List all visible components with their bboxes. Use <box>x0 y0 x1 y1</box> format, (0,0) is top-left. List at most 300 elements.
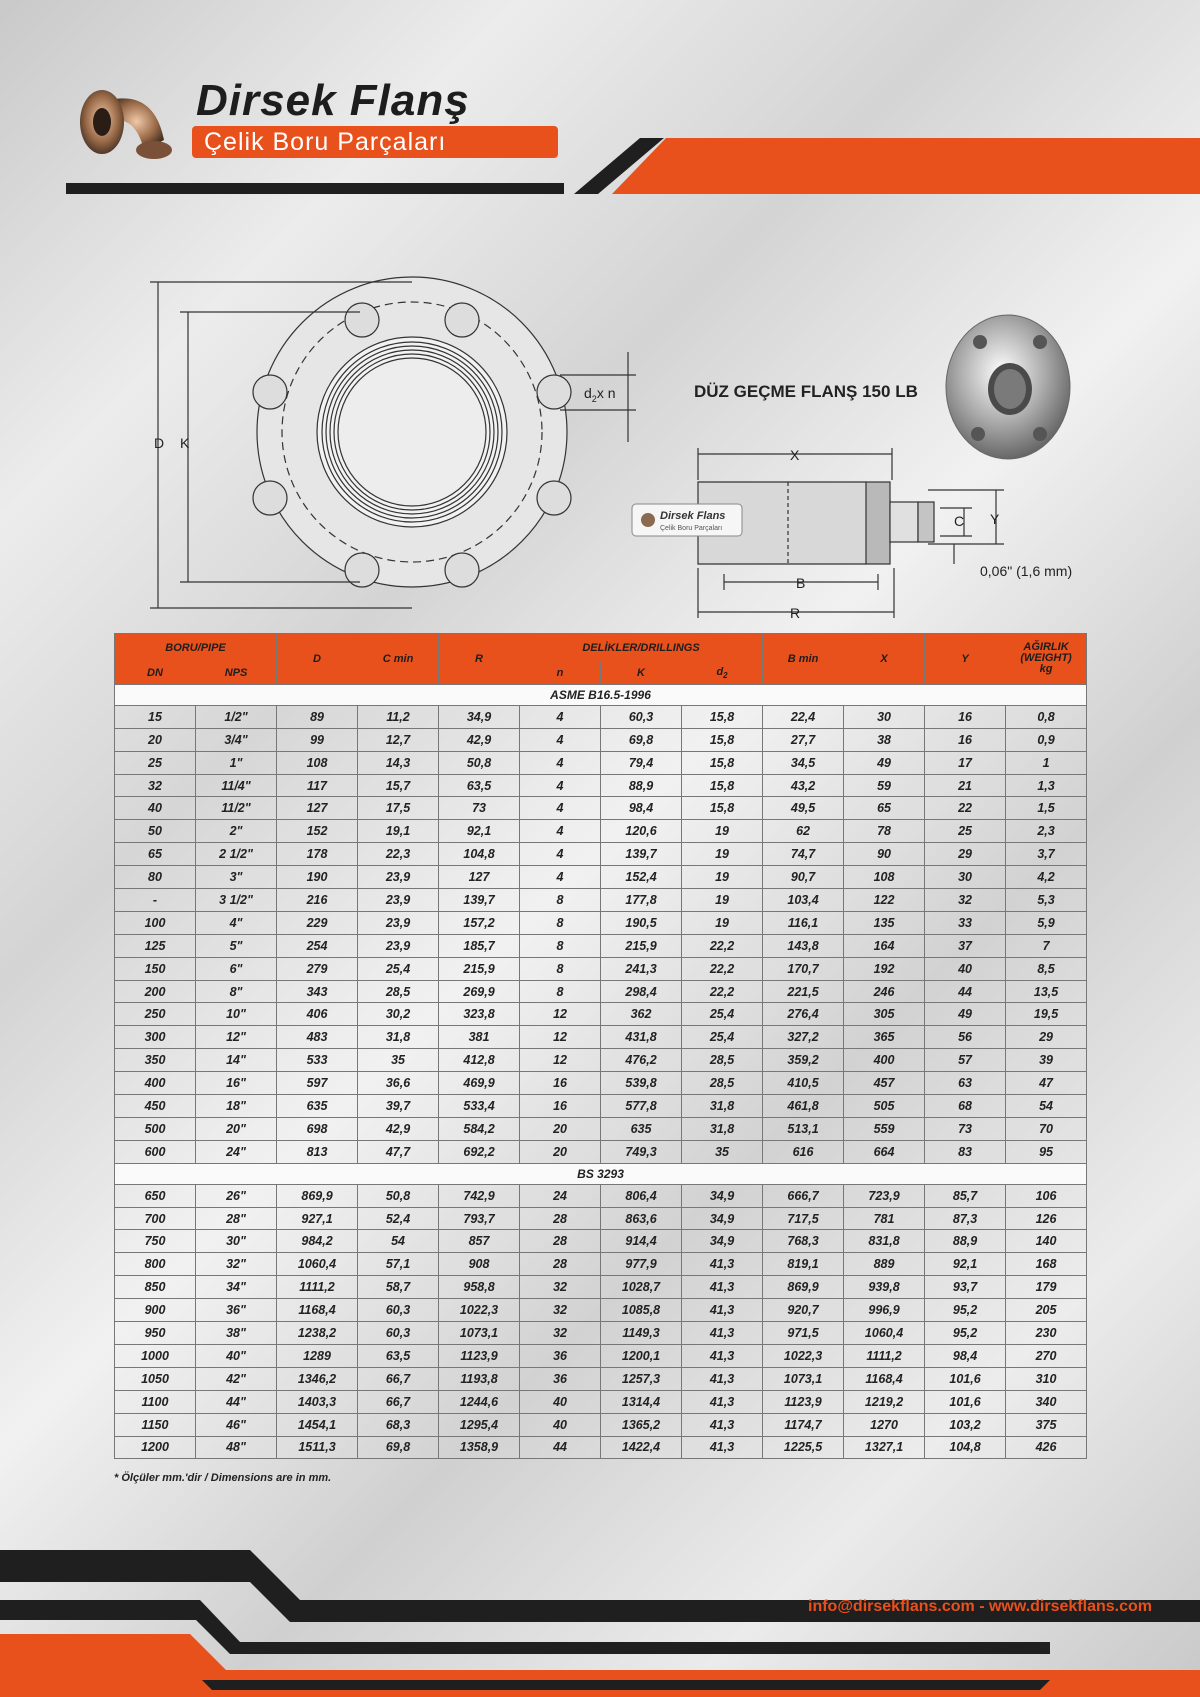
header-y: Y <box>925 634 1006 685</box>
table-cell: 34,9 <box>439 705 520 728</box>
header-graphics <box>0 0 1200 220</box>
table-cell: 42,9 <box>358 1117 439 1140</box>
table-cell: 83 <box>925 1140 1006 1163</box>
table-cell: 73 <box>439 797 520 820</box>
table-cell: 41,3 <box>682 1413 763 1436</box>
table-row <box>115 728 1087 751</box>
table-cell: 920,7 <box>763 1299 844 1322</box>
table-cell: 15,7 <box>358 774 439 797</box>
table-row <box>115 843 1087 866</box>
table-cell: 49,5 <box>763 797 844 820</box>
table-cell: 12,7 <box>358 728 439 751</box>
table-cell: 742,9 <box>439 1184 520 1207</box>
table-cell: 152,4 <box>601 866 682 889</box>
table-cell: 698 <box>277 1117 358 1140</box>
table-body <box>115 684 1087 1459</box>
table-cell: 11/4" <box>196 774 277 797</box>
table-cell: 63,5 <box>439 774 520 797</box>
table-cell: 664 <box>844 1140 925 1163</box>
table-section-row <box>115 684 1087 705</box>
table-cell: 104,8 <box>925 1436 1006 1459</box>
dim-label-x: X <box>790 447 800 463</box>
table-cell: 1270 <box>844 1413 925 1436</box>
table-cell: 1149,3 <box>601 1322 682 1345</box>
table-cell: 69,8 <box>601 728 682 751</box>
table-cell: 8 <box>520 957 601 980</box>
table-cell: 513,1 <box>763 1117 844 1140</box>
table-cell: 25,4 <box>682 1003 763 1026</box>
table-cell: 600 <box>115 1140 196 1163</box>
table-cell: 127 <box>277 797 358 820</box>
table-cell: 300 <box>115 1026 196 1049</box>
table-cell: 1111,2 <box>277 1276 358 1299</box>
table-cell: 23,9 <box>358 934 439 957</box>
table-cell: 19,5 <box>1006 1003 1087 1026</box>
table-cell: 13,5 <box>1006 980 1087 1003</box>
table-cell: 279 <box>277 957 358 980</box>
table-cell: 4 <box>520 751 601 774</box>
table-cell: 831,8 <box>844 1230 925 1253</box>
table-cell: 0,9 <box>1006 728 1087 751</box>
table-cell: 29 <box>925 843 1006 866</box>
table-cell: 168 <box>1006 1253 1087 1276</box>
table-cell: 31,8 <box>358 1026 439 1049</box>
table-cell: 42,9 <box>439 728 520 751</box>
table-cell: 4 <box>520 705 601 728</box>
table-cell: 143,8 <box>763 934 844 957</box>
table-cell: 17,5 <box>358 797 439 820</box>
header-weight: AĞIRLIK (WEIGHT) kg <box>1006 634 1087 685</box>
table-cell: 1219,2 <box>844 1390 925 1413</box>
table-cell: 5" <box>196 934 277 957</box>
table-cell: 59 <box>844 774 925 797</box>
table-cell: 1327,1 <box>844 1436 925 1459</box>
dim-label-c: C <box>954 513 965 529</box>
table-cell: 426 <box>1006 1436 1087 1459</box>
header-r: R <box>439 634 520 685</box>
table-cell: 23,9 <box>358 911 439 934</box>
table-row <box>115 866 1087 889</box>
table-cell: 20" <box>196 1117 277 1140</box>
table-cell: 12 <box>520 1026 601 1049</box>
table-cell: 977,9 <box>601 1253 682 1276</box>
table-cell: 44" <box>196 1390 277 1413</box>
table-cell: 5,3 <box>1006 889 1087 912</box>
table-cell: 971,5 <box>763 1322 844 1345</box>
table-cell: 22,2 <box>682 957 763 980</box>
table-cell: 1060,4 <box>844 1322 925 1345</box>
table-cell: 41,3 <box>682 1253 763 1276</box>
table-cell: 54 <box>358 1230 439 1253</box>
table-cell: 125 <box>115 934 196 957</box>
table-cell: 359,2 <box>763 1049 844 1072</box>
table-cell: 34,5 <box>763 751 844 774</box>
table-cell: 1200 <box>115 1436 196 1459</box>
table-cell: 1111,2 <box>844 1344 925 1367</box>
table-cell: 241,3 <box>601 957 682 980</box>
mini-logo-icon <box>641 513 655 527</box>
table-cell: 79,4 <box>601 751 682 774</box>
table-cell: 120,6 <box>601 820 682 843</box>
table-cell: 1022,3 <box>439 1299 520 1322</box>
table-cell: 857 <box>439 1230 520 1253</box>
table-cell: 54 <box>1006 1095 1087 1118</box>
table-cell: 16 <box>520 1072 601 1095</box>
table-cell: 889 <box>844 1253 925 1276</box>
table-cell: 36 <box>520 1367 601 1390</box>
table-cell: 34,9 <box>682 1230 763 1253</box>
table-cell: 46" <box>196 1413 277 1436</box>
dimensions-note: * Ölçüler mm.'dir / Dimensions are in mm. <box>114 1472 332 1484</box>
table-cell: 310 <box>1006 1367 1087 1390</box>
table-cell: 1123,9 <box>439 1344 520 1367</box>
header-d2: $d_2$ <box>682 662 763 685</box>
table-cell: 98,4 <box>925 1344 1006 1367</box>
header-boru: BORU/PIPE <box>115 634 277 662</box>
table-cell: 457 <box>844 1072 925 1095</box>
table-cell: 98,4 <box>601 797 682 820</box>
table-cell: 157,2 <box>439 911 520 934</box>
table-cell: 1257,3 <box>601 1367 682 1390</box>
table-cell: 908 <box>439 1253 520 1276</box>
table-cell: 190,5 <box>601 911 682 934</box>
table-cell: 28,5 <box>682 1072 763 1095</box>
table-cell: 205 <box>1006 1299 1087 1322</box>
flange-dimensions-table <box>114 633 1087 1459</box>
table-cell: 3 1/2" <box>196 889 277 912</box>
plate-title: Dirsek Flans <box>660 510 726 522</box>
table-cell: 40 <box>520 1390 601 1413</box>
table-row <box>115 934 1087 957</box>
table-cell: 700 <box>115 1207 196 1230</box>
table-cell: 950 <box>115 1322 196 1345</box>
table-cell: 1295,4 <box>439 1413 520 1436</box>
table-cell: 768,3 <box>763 1230 844 1253</box>
table-cell: 178 <box>277 843 358 866</box>
brand-subtitle: Çelik Boru Parçaları <box>192 126 558 158</box>
table-row <box>115 1322 1087 1345</box>
table-cell: 30 <box>844 705 925 728</box>
table-cell: 1000 <box>115 1344 196 1367</box>
table-cell: 12 <box>520 1049 601 1072</box>
table-cell: 19 <box>682 866 763 889</box>
table-cell: 50,8 <box>358 1184 439 1207</box>
table-cell: 127 <box>439 866 520 889</box>
table-cell: 8 <box>520 889 601 912</box>
table-cell: 30" <box>196 1230 277 1253</box>
table-cell: 95 <box>1006 1140 1087 1163</box>
table-cell: 14" <box>196 1049 277 1072</box>
table-cell: 1314,4 <box>601 1390 682 1413</box>
table-cell: 340 <box>1006 1390 1087 1413</box>
table-cell: 56 <box>925 1026 1006 1049</box>
table-row <box>115 1390 1087 1413</box>
table-cell: 47 <box>1006 1072 1087 1095</box>
table-cell: 1403,3 <box>277 1390 358 1413</box>
table-cell: 400 <box>844 1049 925 1072</box>
table-cell: 41,3 <box>682 1344 763 1367</box>
table-cell: 5,9 <box>1006 911 1087 934</box>
table-cell: 24 <box>520 1184 601 1207</box>
table-cell: 984,2 <box>277 1230 358 1253</box>
table-cell: 749,3 <box>601 1140 682 1163</box>
table-row <box>115 889 1087 912</box>
table-cell: 927,1 <box>277 1207 358 1230</box>
table-cell: 164 <box>844 934 925 957</box>
table-cell: 412,8 <box>439 1049 520 1072</box>
table-cell: 863,6 <box>601 1207 682 1230</box>
table-cell: 450 <box>115 1095 196 1118</box>
table-cell: 25,4 <box>358 957 439 980</box>
table-cell: 28 <box>520 1253 601 1276</box>
table-cell: 23,9 <box>358 889 439 912</box>
table-cell: 869,9 <box>763 1276 844 1299</box>
table-cell: 41,3 <box>682 1436 763 1459</box>
header-dn: DN <box>115 662 196 685</box>
table-cell: 29 <box>1006 1026 1087 1049</box>
table-cell: 22,4 <box>763 705 844 728</box>
header-delikler: DELİKLER/DRILLINGS <box>520 634 763 662</box>
table-cell: 819,1 <box>763 1253 844 1276</box>
table-row <box>115 1344 1087 1367</box>
table-cell: 1,3 <box>1006 774 1087 797</box>
table-cell: 4 <box>520 843 601 866</box>
table-cell: 36,6 <box>358 1072 439 1095</box>
table-cell: 99 <box>277 728 358 751</box>
table-cell: 717,5 <box>763 1207 844 1230</box>
table-cell: 19 <box>682 843 763 866</box>
header-bmin: B min <box>763 634 844 685</box>
table-cell: 4 <box>520 728 601 751</box>
table-cell: 103,2 <box>925 1413 1006 1436</box>
table-cell: 93,7 <box>925 1276 1006 1299</box>
table-cell: 17 <box>925 751 1006 774</box>
dim-label-y: Y <box>990 511 1000 527</box>
table-cell: 20 <box>520 1117 601 1140</box>
table-cell: 1168,4 <box>844 1367 925 1390</box>
table-cell: 406 <box>277 1003 358 1026</box>
table-cell: 781 <box>844 1207 925 1230</box>
table-cell: 539,8 <box>601 1072 682 1095</box>
table-cell: 58,7 <box>358 1276 439 1299</box>
table-cell: 103,4 <box>763 889 844 912</box>
table-cell: 19 <box>682 820 763 843</box>
table-cell: 276,4 <box>763 1003 844 1026</box>
table-cell: 101,6 <box>925 1367 1006 1390</box>
table-cell: 25,4 <box>682 1026 763 1049</box>
table-cell: 37 <box>925 934 1006 957</box>
table-cell: 35 <box>682 1140 763 1163</box>
table-cell: 958,8 <box>439 1276 520 1299</box>
table-cell: 100 <box>115 911 196 934</box>
gap-label: 0,06" (1,6 mm) <box>980 563 1073 579</box>
table-cell: 43,2 <box>763 774 844 797</box>
table-cell: 34,9 <box>682 1207 763 1230</box>
table-cell: 16 <box>925 728 1006 751</box>
table-cell: 32 <box>520 1299 601 1322</box>
table-cell: 1289 <box>277 1344 358 1367</box>
table-cell: 246 <box>844 980 925 1003</box>
header-x: X <box>844 634 925 685</box>
table-cell: 32" <box>196 1253 277 1276</box>
table-cell: 1/2" <box>196 705 277 728</box>
table-cell: 21 <box>925 774 1006 797</box>
table-section-row <box>115 1163 1087 1184</box>
table-cell: 39,7 <box>358 1095 439 1118</box>
table-cell: 1193,8 <box>439 1367 520 1390</box>
table-cell: 8 <box>520 934 601 957</box>
header-cmin: C min <box>358 634 439 685</box>
table-cell: 22,2 <box>682 934 763 957</box>
table-cell: 18" <box>196 1095 277 1118</box>
table-cell: 806,4 <box>601 1184 682 1207</box>
table-cell: 365 <box>844 1026 925 1049</box>
table-cell: 106 <box>1006 1184 1087 1207</box>
table-cell: 1238,2 <box>277 1322 358 1345</box>
flange-section-diagram <box>628 440 1088 620</box>
table-cell: 597 <box>277 1072 358 1095</box>
table-cell: 4" <box>196 911 277 934</box>
table-cell: 813 <box>277 1140 358 1163</box>
table-cell: 185,7 <box>439 934 520 957</box>
table-cell: 15,8 <box>682 774 763 797</box>
table-cell: 1" <box>196 751 277 774</box>
table-row <box>115 774 1087 797</box>
header-n: n <box>520 662 601 685</box>
table-cell: 78 <box>844 820 925 843</box>
dim-label-k: K <box>180 435 190 451</box>
table-cell: 108 <box>844 866 925 889</box>
table-cell: 723,9 <box>844 1184 925 1207</box>
table-cell: 939,8 <box>844 1276 925 1299</box>
table-cell: 461,8 <box>763 1095 844 1118</box>
table-cell: 1123,9 <box>763 1390 844 1413</box>
table-cell: 28 <box>520 1207 601 1230</box>
table-cell: 15 <box>115 705 196 728</box>
table-cell: 221,5 <box>763 980 844 1003</box>
table-cell: 19,1 <box>358 820 439 843</box>
table-cell: 23,9 <box>358 866 439 889</box>
table-cell: 126 <box>1006 1207 1087 1230</box>
table-cell: 90,7 <box>763 866 844 889</box>
header-k: K <box>601 662 682 685</box>
table-cell: 11/2" <box>196 797 277 820</box>
table-cell: 40 <box>925 957 1006 980</box>
table-cell: 15,8 <box>682 728 763 751</box>
table-cell: 230 <box>1006 1322 1087 1345</box>
table-cell: 476,2 <box>601 1049 682 1072</box>
table-cell: 34,9 <box>682 1184 763 1207</box>
table-cell: 31,8 <box>682 1095 763 1118</box>
table-cell: 52,4 <box>358 1207 439 1230</box>
table-cell: 47,7 <box>358 1140 439 1163</box>
table-cell: 500 <box>115 1117 196 1140</box>
table-cell: 900 <box>115 1299 196 1322</box>
table-cell: 28" <box>196 1207 277 1230</box>
table-cell: 73 <box>925 1117 1006 1140</box>
table-cell: 323,8 <box>439 1003 520 1026</box>
table-cell: 104,8 <box>439 843 520 866</box>
table-cell: 1422,4 <box>601 1436 682 1459</box>
table-cell: 2" <box>196 820 277 843</box>
table-cell: 1022,3 <box>763 1344 844 1367</box>
table-cell: 177,8 <box>601 889 682 912</box>
table-cell: 750 <box>115 1230 196 1253</box>
table-cell: 4,2 <box>1006 866 1087 889</box>
table-cell: 254 <box>277 934 358 957</box>
table-cell: 1028,7 <box>601 1276 682 1299</box>
table-cell: 50 <box>115 820 196 843</box>
table-cell: 4 <box>520 820 601 843</box>
table-cell: 270 <box>1006 1344 1087 1367</box>
table-cell: 95,2 <box>925 1299 1006 1322</box>
table-cell: 19 <box>682 889 763 912</box>
table-cell: 1100 <box>115 1390 196 1413</box>
table-cell: 31,8 <box>682 1117 763 1140</box>
table-cell: 42" <box>196 1367 277 1390</box>
table-row <box>115 1276 1087 1299</box>
table-cell: 10" <box>196 1003 277 1026</box>
flange-elbow-logo-icon <box>74 80 174 170</box>
table-cell: 793,7 <box>439 1207 520 1230</box>
table-cell: 375 <box>1006 1413 1087 1436</box>
table-cell: 63 <box>925 1072 1006 1095</box>
table-cell: 8 <box>520 911 601 934</box>
table-cell: 250 <box>115 1003 196 1026</box>
table-cell: 66,7 <box>358 1390 439 1413</box>
table-cell: 4 <box>520 797 601 820</box>
table-cell: 1060,4 <box>277 1253 358 1276</box>
table-cell: 635 <box>277 1095 358 1118</box>
table-cell: 16" <box>196 1072 277 1095</box>
table-cell: 28 <box>520 1230 601 1253</box>
table-cell: 44 <box>520 1436 601 1459</box>
table-cell: 483 <box>277 1026 358 1049</box>
table-cell: 1 <box>1006 751 1087 774</box>
table-cell: 24" <box>196 1140 277 1163</box>
table-cell: 1365,2 <box>601 1413 682 1436</box>
table-row <box>115 1095 1087 1118</box>
table-cell: 108 <box>277 751 358 774</box>
table-cell: 32 <box>115 774 196 797</box>
table-cell: 44 <box>925 980 1006 1003</box>
table-row <box>115 1413 1087 1436</box>
table-cell: 850 <box>115 1276 196 1299</box>
table-row <box>115 1140 1087 1163</box>
table-cell: 27,7 <box>763 728 844 751</box>
table-cell: 135 <box>844 911 925 934</box>
table-cell: 343 <box>277 980 358 1003</box>
table-cell: 22,2 <box>682 980 763 1003</box>
table-cell: 666,7 <box>763 1184 844 1207</box>
table-cell: 74,7 <box>763 843 844 866</box>
table-cell: 26" <box>196 1184 277 1207</box>
table-row <box>115 1026 1087 1049</box>
table-cell: 1050 <box>115 1367 196 1390</box>
table-row <box>115 911 1087 934</box>
contact-info: info@dirsekflans.com - www.dirsekflans.com <box>808 1598 1152 1615</box>
table-cell: 215,9 <box>601 934 682 957</box>
table-cell: 90 <box>844 843 925 866</box>
table-cell: 1085,8 <box>601 1299 682 1322</box>
table-cell: 650 <box>115 1184 196 1207</box>
table-cell: 20 <box>520 1140 601 1163</box>
table-cell: 25 <box>115 751 196 774</box>
table-cell: 15,8 <box>682 797 763 820</box>
dim-label-d2: $d_2x$ n <box>584 385 616 404</box>
table-row <box>115 1207 1087 1230</box>
table-cell: 400 <box>115 1072 196 1095</box>
